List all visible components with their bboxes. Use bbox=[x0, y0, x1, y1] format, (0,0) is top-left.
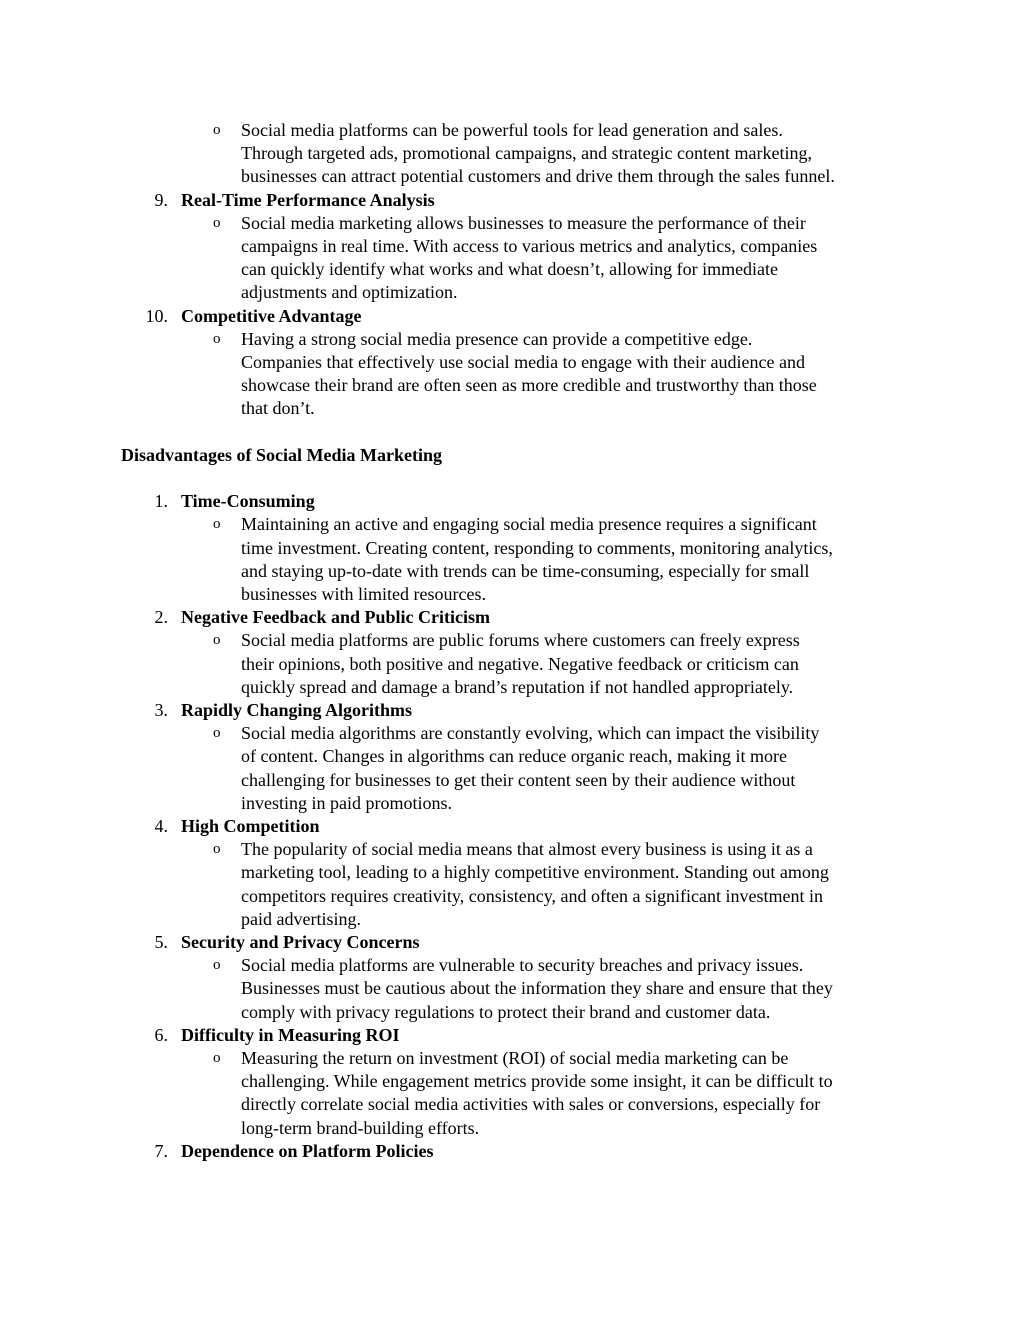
list-item-head bbox=[0, 1140, 1024, 1163]
sub-bullet-text bbox=[241, 328, 906, 421]
list-item-head bbox=[0, 1024, 1024, 1047]
sub-bullet bbox=[0, 513, 906, 606]
list-number: 2. bbox=[154, 607, 168, 628]
list-item-title: Time-Consuming bbox=[181, 491, 315, 512]
list-number: 4. bbox=[154, 815, 168, 836]
list-item-title: High Competition bbox=[181, 815, 320, 836]
list-item-disadvantage-1 bbox=[0, 490, 1024, 606]
list-item-title: Real-Time Performance Analysis bbox=[181, 189, 435, 210]
text-line: Companies that effectively use social media to engage with their audience and bbox=[241, 352, 805, 372]
list-number: 3. bbox=[154, 699, 168, 720]
list-item-disadvantage-2 bbox=[0, 606, 1024, 699]
text-line: Social media platforms are vulnerable to security breaches and privacy issues. bbox=[241, 955, 804, 976]
bullet-marker: o bbox=[213, 725, 221, 742]
text-line: their opinions, both positive and negative. Negative feedback or criticism can bbox=[241, 653, 799, 674]
sub-bullet-text bbox=[241, 119, 906, 189]
text-line: Social media platforms can be powerful tools for lead generation and sales. bbox=[241, 120, 783, 140]
text-line: paid advertising. bbox=[241, 908, 361, 929]
bullet-marker: o bbox=[213, 1049, 221, 1066]
sub-bullet-text bbox=[241, 212, 906, 305]
list-item-disadvantage-3 bbox=[0, 699, 1024, 815]
text-line: showcase their brand are often seen as more credible and trustworthy than those bbox=[241, 375, 817, 396]
sub-bullet-text bbox=[241, 722, 906, 815]
text-line: quickly spread and damage a brand’s reputation if not handled appropriately. bbox=[241, 676, 794, 697]
list-item-advantage-10 bbox=[0, 305, 1024, 421]
bullet-marker: o bbox=[213, 632, 221, 649]
list-item-head bbox=[0, 931, 1024, 954]
text-line: directly correlate social media activities with sales or conversions, especially for bbox=[241, 1094, 821, 1115]
sub-bullet bbox=[0, 1047, 906, 1140]
sub-bullet bbox=[0, 838, 906, 931]
sub-bullet-text bbox=[241, 838, 906, 931]
sub-bullet bbox=[0, 629, 906, 699]
text-line: campaigns in real time. With access to various metrics and analytics, companies bbox=[241, 236, 818, 256]
list-item-disadvantage-5 bbox=[0, 931, 1024, 1024]
list-item-head bbox=[0, 815, 1024, 838]
sub-bullet-text bbox=[241, 1047, 906, 1140]
text-line: and staying up-to-date with trends can be time-consuming, especially for small bbox=[241, 560, 810, 581]
text-line: Social media algorithms are constantly evolving, which can impact the visibility bbox=[241, 723, 820, 744]
bullet-marker: o bbox=[213, 330, 221, 347]
text-line: adjustments and optimization. bbox=[241, 282, 458, 303]
text-line: time investment. Creating content, responding to comments, monitoring analytics, bbox=[241, 537, 833, 558]
sub-bullet bbox=[0, 722, 906, 815]
text-line: Maintaining an active and engaging social media presence requires a significant bbox=[241, 514, 817, 535]
intro-sub-bullet bbox=[0, 119, 906, 189]
list-item-title: Difficulty in Measuring ROI bbox=[181, 1024, 400, 1045]
section-heading-disadvantages: Disadvantages of Social Media Marketing bbox=[121, 444, 442, 465]
text-line: businesses can attract potential customers and drive them through the sales funnel. bbox=[241, 166, 835, 187]
list-item-head bbox=[0, 305, 1024, 328]
sub-bullet-text bbox=[241, 954, 906, 1024]
document-page bbox=[0, 119, 1024, 1163]
bullet-marker: o bbox=[213, 122, 221, 138]
text-line: The popularity of social media means that almost every business is using it as a bbox=[241, 839, 813, 860]
text-line: of content. Changes in algorithms can reduce organic reach, making it more bbox=[241, 746, 787, 767]
bullet-marker: o bbox=[213, 957, 221, 974]
list-number: 5. bbox=[154, 931, 168, 952]
text-line: investing in paid promotions. bbox=[241, 792, 452, 813]
text-line: challenging. While engagement metrics provide some insight, it can be difficult to bbox=[241, 1071, 833, 1092]
bullet-marker: o bbox=[213, 516, 221, 533]
list-item-head bbox=[0, 490, 1024, 513]
bullet-marker: o bbox=[213, 214, 221, 231]
list-item-disadvantage-4 bbox=[0, 815, 1024, 931]
text-line: Social media marketing allows businesses to measure the performance of their bbox=[241, 212, 806, 233]
text-line: Measuring the return on investment (ROI) of social media marketing can be bbox=[241, 1047, 789, 1068]
list-item-title: Competitive Advantage bbox=[181, 305, 362, 326]
text-line: Through targeted ads, promotional campaigns, and strategic content marketing, bbox=[241, 143, 812, 164]
list-number: 7. bbox=[154, 1140, 168, 1161]
list-item-head bbox=[0, 606, 1024, 629]
list-item-head bbox=[0, 189, 1024, 212]
list-number: 6. bbox=[154, 1024, 168, 1045]
sub-bullet bbox=[0, 212, 906, 305]
text-line: comply with privacy regulations to protect their brand and customer data. bbox=[241, 1001, 771, 1022]
text-line: Businesses must be cautious about the information they share and ensure that they bbox=[241, 978, 833, 999]
text-line: Having a strong social media presence can provide a competitive edge. bbox=[241, 328, 753, 349]
list-item-disadvantage-7 bbox=[0, 1140, 1024, 1163]
text-line: businesses with limited resources. bbox=[241, 583, 486, 604]
bullet-marker: o bbox=[213, 841, 221, 858]
text-line: competitors requires creativity, consistency, and often a significant investment in bbox=[241, 885, 823, 906]
text-line: that don’t. bbox=[241, 398, 315, 419]
sub-bullet-text bbox=[241, 513, 906, 606]
list-number: 1. bbox=[154, 491, 168, 512]
text-line: can quickly identify what works and what doesn’t, allowing for immediate bbox=[241, 259, 779, 280]
sub-bullet bbox=[0, 328, 906, 421]
sub-bullet bbox=[0, 954, 906, 1024]
list-number: 9. bbox=[154, 189, 168, 210]
text-line: marketing tool, leading to a highly competitive environment. Standing out among bbox=[241, 862, 829, 883]
list-number: 10. bbox=[145, 305, 168, 326]
list-item-disadvantage-6 bbox=[0, 1024, 1024, 1140]
text-line: challenging for businesses to get their content seen by their audience without bbox=[241, 769, 796, 790]
list-item-title: Rapidly Changing Algorithms bbox=[181, 699, 413, 720]
text-line: long-term brand-building efforts. bbox=[241, 1117, 480, 1138]
list-item-title: Dependence on Platform Policies bbox=[181, 1140, 434, 1161]
text-line: Social media platforms are public forums where customers can freely express bbox=[241, 630, 800, 651]
sub-bullet-text bbox=[241, 629, 906, 699]
list-item-head bbox=[0, 699, 1024, 722]
list-item-title: Negative Feedback and Public Criticism bbox=[181, 607, 490, 628]
list-item-title: Security and Privacy Concerns bbox=[181, 931, 420, 952]
list-item-advantage-9 bbox=[0, 189, 1024, 305]
